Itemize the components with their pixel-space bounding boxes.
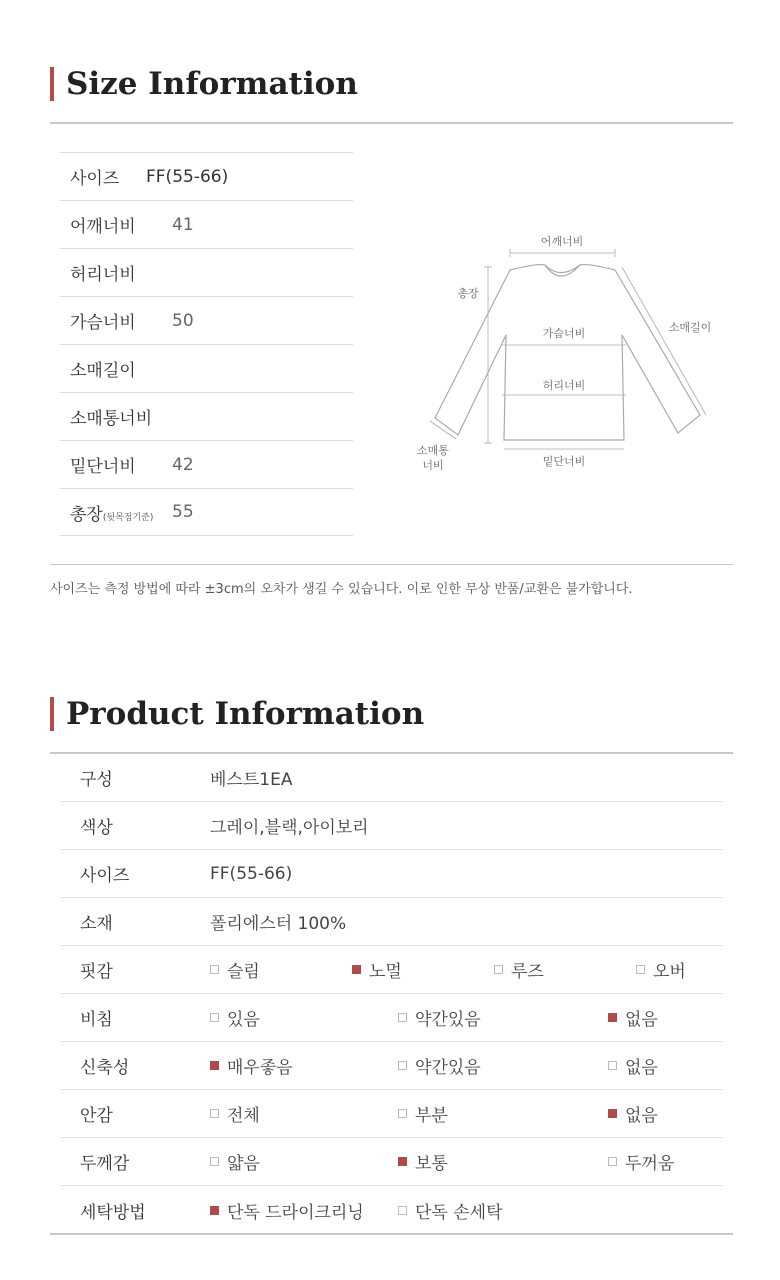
- option-text: 없음: [625, 1106, 658, 1126]
- product-option-row: [60, 994, 723, 1042]
- option-row-label: 두께감: [80, 1154, 130, 1174]
- checkbox-icon: [494, 965, 503, 974]
- option-text: 노멀: [369, 962, 402, 982]
- checkbox-checked-icon: [352, 965, 361, 974]
- size-row: [60, 200, 353, 248]
- product-option-row: [60, 1186, 723, 1234]
- product-row-value: FF(55-66): [210, 863, 293, 884]
- size-label: 사이즈: [70, 169, 120, 189]
- garment-size-diagram: [410, 225, 730, 485]
- size-row-value: 55: [172, 502, 194, 522]
- size-row-label-note: (뒷목점기준): [102, 512, 154, 523]
- checkbox-icon: [398, 1206, 407, 1215]
- option-text: 약간있음: [415, 1058, 481, 1078]
- checkbox-checked-icon: [398, 1157, 407, 1166]
- option-row-label: 신축성: [80, 1058, 130, 1078]
- option-item: [608, 1053, 658, 1078]
- size-row-label-text: 총장: [70, 504, 103, 525]
- option-item: [210, 1005, 260, 1030]
- size-row-label: 소매길이: [70, 361, 136, 381]
- option-text: 없음: [625, 1010, 658, 1030]
- option-normal: [352, 957, 402, 982]
- option-text: 슬림: [227, 962, 260, 982]
- checkbox-icon: [608, 1061, 617, 1070]
- checkbox-checked-icon: [210, 1061, 219, 1070]
- option-row-label: 세탁방법: [80, 1202, 146, 1223]
- option-row-label: 비침: [80, 1010, 113, 1030]
- option-item: [398, 1053, 481, 1078]
- diagram-label-chest: 가슴너비: [542, 327, 586, 340]
- option-text: 두꺼움: [625, 1154, 675, 1174]
- option-item: [608, 1101, 658, 1126]
- option-item: [210, 1149, 260, 1174]
- diagram-label-length: 총장: [457, 287, 479, 300]
- size-info-title: Size Information: [66, 66, 358, 102]
- option-item: [398, 1101, 448, 1126]
- option-text: 부분: [415, 1106, 448, 1126]
- size-table: [60, 152, 353, 536]
- option-row-label: 핏감: [80, 962, 113, 982]
- size-disclaimer: 사이즈는 측정 방법에 따라 ±3cm의 오차가 생길 수 있습니다. 이로 인한 무상 반품/교환은 불가합니다.: [50, 582, 633, 597]
- checkbox-icon: [210, 1157, 219, 1166]
- option-item: [210, 1053, 293, 1078]
- product-option-row: [60, 1042, 723, 1090]
- option-text: 약간있음: [415, 1010, 481, 1030]
- product-row-label: 소재: [80, 914, 113, 934]
- option-text: 매우좋음: [227, 1058, 293, 1078]
- checkbox-icon: [398, 1061, 407, 1070]
- size-row-label: 어깨너비: [70, 217, 136, 237]
- checkbox-checked-icon: [608, 1109, 617, 1118]
- option-text: 없음: [625, 1058, 658, 1078]
- size-row: [60, 440, 353, 488]
- size-row-label: 허리너비: [70, 265, 136, 285]
- option-item: [398, 1005, 481, 1030]
- product-info-title: Product Information: [66, 696, 425, 732]
- option-text: 전체: [227, 1106, 260, 1126]
- option-text: 얇음: [227, 1154, 260, 1174]
- option-slim: [210, 957, 260, 982]
- checkbox-icon: [210, 965, 219, 974]
- option-loose: [494, 957, 544, 982]
- product-info-heading: [50, 696, 424, 732]
- option-item: [608, 1149, 674, 1174]
- option-item: [398, 1149, 448, 1174]
- option-text: 오버: [653, 962, 686, 982]
- size-row-label: 밑단너비: [70, 457, 136, 477]
- size-row: [60, 392, 353, 440]
- diagram-label-shoulder: 어깨너비: [540, 235, 584, 248]
- checkbox-icon: [398, 1013, 407, 1022]
- product-row-value: 폴리에스터 100%: [210, 914, 347, 934]
- product-row-label: 구성: [80, 770, 113, 790]
- size-row-value: 50: [172, 310, 194, 331]
- product-row-value: 베스트1EA: [210, 770, 293, 790]
- diagram-label-hem: 밑단너비: [542, 455, 586, 468]
- size-value: FF(55-66): [146, 166, 229, 187]
- option-item: [398, 1198, 503, 1223]
- diagram-label-sleeve-width-1: 소매통: [417, 444, 449, 457]
- product-row: [60, 802, 723, 850]
- divider: [50, 122, 733, 124]
- product-row-label: 사이즈: [80, 866, 130, 886]
- option-text: 루즈: [511, 962, 544, 982]
- size-row: [60, 344, 353, 392]
- product-row: [60, 754, 723, 802]
- option-item: [210, 1101, 260, 1126]
- size-row-label: [60, 500, 172, 525]
- option-over: [636, 957, 686, 982]
- heading-accent-bar: [50, 67, 54, 101]
- checkbox-icon: [608, 1157, 617, 1166]
- size-row: [60, 488, 353, 536]
- option-item: [608, 1005, 658, 1030]
- product-row: [60, 850, 723, 898]
- divider: [50, 1233, 733, 1235]
- option-text: 있음: [227, 1010, 260, 1030]
- option-text: 단독 손세탁: [415, 1202, 503, 1223]
- heading-accent-bar: [50, 697, 54, 731]
- product-row-value: 그레이,블랙,아이보리: [210, 818, 369, 838]
- size-row-label: 가슴너비: [70, 313, 136, 333]
- diagram-label-sleeve-width-2: 너비: [422, 459, 444, 472]
- product-option-row: [60, 946, 723, 994]
- diagram-label-sleeve-length: 소매길이: [668, 321, 712, 334]
- product-option-row: [60, 1138, 723, 1186]
- product-option-row: [60, 1090, 723, 1138]
- size-row: [60, 296, 353, 344]
- size-row-label: 소매통너비: [70, 409, 153, 429]
- checkbox-checked-icon: [210, 1206, 219, 1215]
- checkbox-icon: [210, 1109, 219, 1118]
- option-text: 단독 드라이크리닝: [227, 1202, 364, 1223]
- checkbox-checked-icon: [608, 1013, 617, 1022]
- size-row-value: 42: [172, 454, 194, 475]
- size-row-header: [60, 152, 353, 200]
- checkbox-icon: [210, 1013, 219, 1022]
- checkbox-icon: [398, 1109, 407, 1118]
- product-row-label: 색상: [80, 818, 113, 838]
- product-row: [60, 898, 723, 946]
- size-row: [60, 248, 353, 296]
- product-table: [60, 754, 723, 1234]
- diagram-label-waist: 허리너비: [542, 379, 586, 392]
- size-info-heading: [50, 66, 358, 102]
- size-row-value: 41: [172, 214, 194, 235]
- option-row-label: 안감: [80, 1106, 113, 1126]
- option-item: [210, 1198, 364, 1223]
- option-text: 보통: [415, 1154, 448, 1174]
- checkbox-icon: [636, 965, 645, 974]
- divider: [50, 564, 733, 565]
